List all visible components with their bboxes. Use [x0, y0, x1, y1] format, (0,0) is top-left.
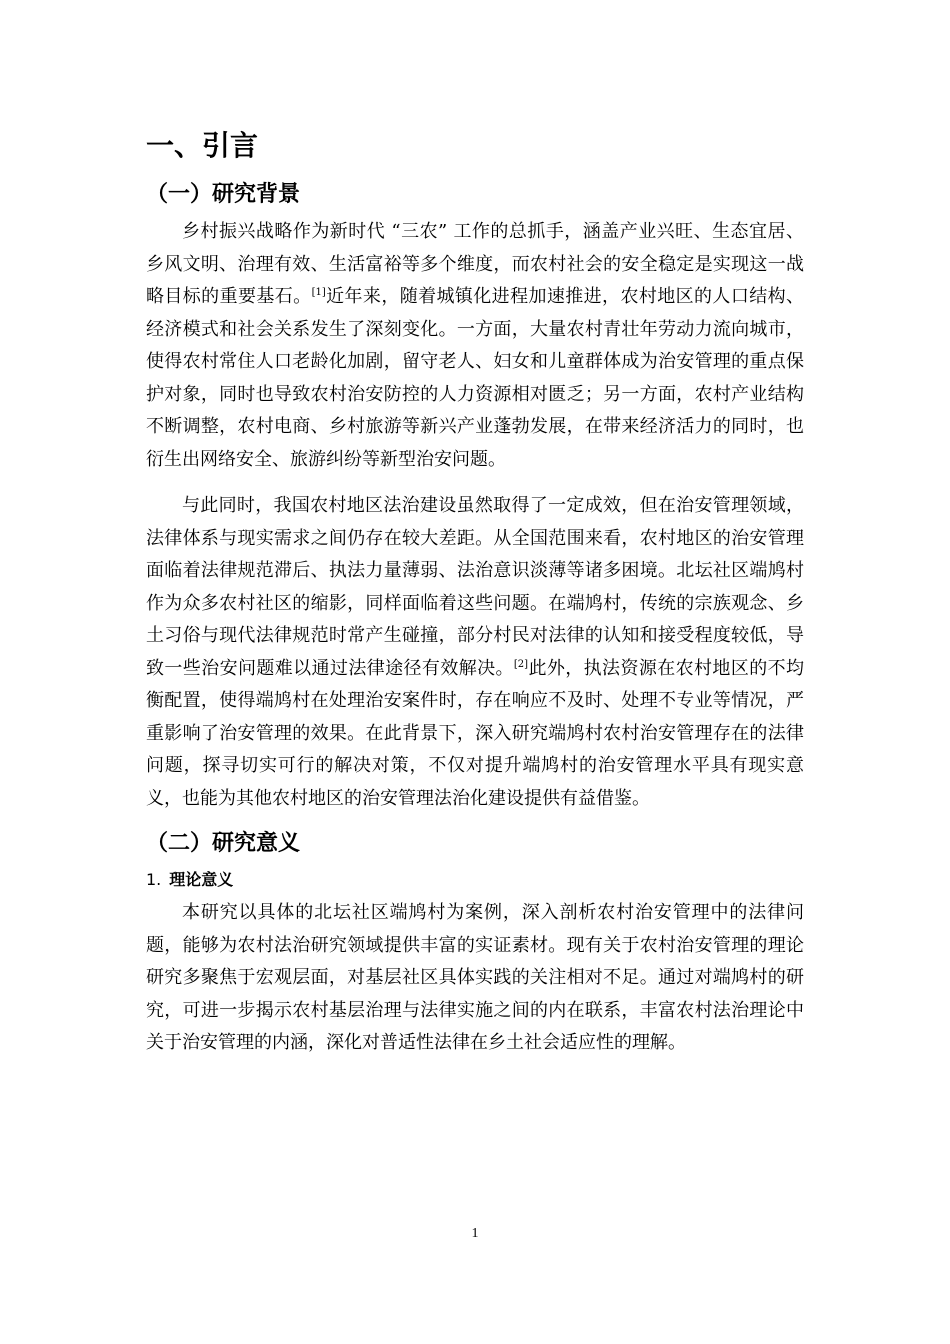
page-content — [146, 124, 804, 1060]
background-paragraph-2 — [146, 490, 804, 815]
page-number: 1 — [471, 1226, 479, 1241]
paragraph-text: 与此同时，我国农村地区法治建设虽然取得了一定成效，但在治安管理领域，法律体系与现实需求之间仍存在较大差距。从全国范围来看，农村地区的治安管理面临着法律规范滞后、执法力量薄弱、法治意识淡薄等诸多困境。北坛社区端鸠村作为众多农村社区的缩影，同样面临着这些问题。在端鸠村，传统的宗族观念、乡土习俗与现代法律规范时常产生碰撞，部分村民对法律的认知和接受程度较低，导致一些治安问题难以通过法律途径有效解决。 — [146, 495, 804, 679]
paragraph-text: 此外，执法资源在农村地区的不均衡配置，使得端鸠村在处理治安案件时，存在响应不及时、处理不专业等情况，严重影响了治安管理的效果。在此背景下，深入研究端鸠村农村治安管理存在的法律问题，探寻切实可行的解决对策，不仅对提升端鸠村的治安管理水平具有现实意义，也能为其他农村地区的治安管理法治化建设提供有益借鉴。 — [146, 657, 805, 809]
subsection-title: 理论意义 — [169, 870, 234, 889]
background-paragraph-1 — [146, 216, 804, 476]
subsection-heading-theory — [146, 867, 804, 893]
theory-paragraph: 本研究以具体的北坛社区端鸠村为案例，深入剖析农村治安管理中的法律问题，能够为农村法治研究领域提供丰富的实证素材。现有关于农村治安管理的理论研究多聚焦于宏观层面，对基层社区具体实践的关注相对不足。通过对端鸠村的研究，可进一步揭示农村基层治理与法律实施之间的内在联系，丰富农村法治理论中关于治安管理的内涵，深化对普适性法律在乡土社会适应性的理解。 — [146, 902, 804, 1053]
section-heading-background: （一）研究背景 — [146, 182, 301, 207]
citation-ref[interactable]: [1] — [311, 287, 326, 298]
citation-ref[interactable]: [2] — [513, 658, 529, 670]
subsection-number: 1. — [146, 870, 162, 889]
paragraph-text: 近年来，随着城镇化进程加速推进，农村地区的人口结构、经济模式和社会关系发生了深刻变化。一方面，大量农村青壮年劳动力流向城市，使得农村常住人口老龄化加剧，留守老人、妇女和儿童群体成为治安管理的重点保护对象，同时也导致农村治安防控的人力资源相对匮乏；另一方面，农村产业结构不断调整，农村电商、乡村旅游等新兴产业蓬勃发展，在带来经济活力的同时，也衍生出网络安全、旅游纠纷等新型治安问题。 — [146, 286, 805, 470]
section-heading-significance: （二）研究意义 — [146, 831, 301, 856]
paragraph-text: 乡村振兴战略作为新时代 “三农” 工作的总抓手，涵盖产业兴旺、生态宜居、乡风文明、治理有效、生活富裕等多个维度，而农村社会的安全稳定是实现这一战略目标的重要基石。 — [146, 221, 804, 307]
chapter-heading: 一、引言 — [146, 129, 259, 162]
